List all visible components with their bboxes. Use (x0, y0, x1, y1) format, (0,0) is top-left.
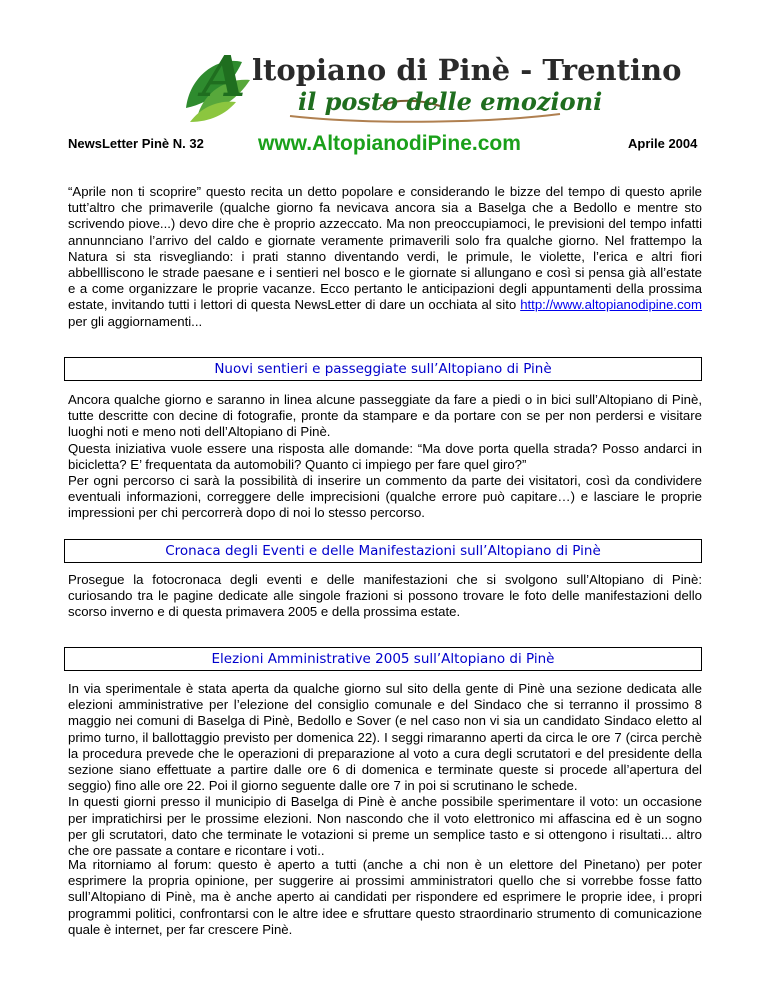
newsletter-header (0, 126, 768, 162)
paragraph: Ma ritorniamo al forum: questo è aperto a tutti (anche a chi non è un elettore del Pinetano) per poter esprimere la propria opinione, per suggerire ai prossimi amministratori quello che si vorrebbe fosse fatto sull’Altopiano di Pinè, ma è anche aperto ai candidati per rispondere ed esprimere le proprie idee, i propri programmi politici, confrontarsi con le altre idee e sfruttare questo straordinario strumento di comunicazione quale è internet, per far crescere Pinè. (68, 857, 702, 937)
website-link[interactable]: www.AltopianodiPine.com (258, 132, 521, 155)
intro-text-end: per gli aggiornamenti... (68, 313, 203, 329)
newsletter-number: NewsLetter Pinè N. 32 (68, 136, 204, 151)
paragraph: Questa iniziativa vuole essere una risposta alle domande: “Ma dove porta quella strada? Posso andarci in bicicletta? E’ frequentata da automobili? Quanto ci impiego per fare quel giro?” (68, 440, 702, 472)
section-title-cronaca: Cronaca degli Eventi e delle Manifestazioni sull’Altopiano di Pinè (64, 539, 702, 563)
paragraph: Prosegue la fotocronaca degli eventi e delle manifestazioni che si svolgono sull’Altopiano di Pinè: curiosando tra le pagine dedicate alle singole frazioni si possono trovare le foto delle manifestazioni dello scorso inverno e di questa primavera 2005 e della prossima estate. (68, 572, 702, 620)
logo-initial: A (202, 44, 246, 110)
intro-text: “Aprile non ti scoprire” questo recita un detto popolare e considerando le bizze del tempo di questo aprile tutt’altro che primaverile (qualche giorno fa nevicava ancora sia a Baselga che a Bedollo e mentre sto scrivendo piove...) devo dire che è proprio azzeccato. Ma non preoccupiamoci, le previsioni del tempo infatti annunnciano l’arrivo del caldo e giornate veramente primaverili solo fra qualche giorno. Nel frattempo la Natura si sta risvegliando: i prati stanno diventando verdi, le primule, le violette, l’erica e altri fiori abbellliscono le strade paesane e i sentieri nel bosco e le giornate si allungano e così si pensa già all’estate e a come organizzare le proprie vacanze. Ecco pertanto le anticipazioni degli appuntamenti della prossima estate, invitando tutti i lettori di questa NewsLetter di dare un occhiata al sito (68, 184, 702, 313)
logo-title: ltopiano di Pinè - Trentino (252, 53, 682, 87)
logo (180, 44, 682, 136)
intro-paragraph (68, 184, 702, 330)
section-body-sentieri (68, 392, 702, 522)
logo-graphic (180, 44, 682, 136)
paragraph: Per ogni percorso ci sarà la possibilità di inserire un commento da parte dei visitatori, così da condividere eventuali informazioni, correggere delle imprecisioni (qualche errore può capitare…) e lasciare le proprie impressioni per chi percorrerà dopo di noi lo stesso percorso. (68, 473, 702, 521)
paragraph: In questi giorni presso il municipio di Baselga di Pinè è anche possibile sperimentare il voto: un occasione per impratichirsi per le prossime elezioni. Non nascondo che il voto elettronico mi affascina ed è un sogno per gli scrutatori, dato che terminate le votazioni si preme un semplice tasto e si ottengono i risultati... altro che ore passate a contare e ricontare i voti.. (68, 794, 702, 859)
paragraph: In via sperimentale è stata aperta da qualche giorno sul sito della gente di Pinè una sezione dedicata alle elezioni amministrative per l’elezione del consiglio comunale e del Sindaco che si terranno il prossimo 8 maggio nei comuni di Baselga di Pinè, Bedollo e Sover (e nel caso non vi sia un candidato Sindaco eletto al primo turno, il ballottaggio previsto per domenica 22). I seggi rimaranno aperti da circa le ore 7 (circa perchè la procedura prevede che le operazioni di preparazione al voto a cura degli scrutatori e del presidente della sezione siano effettuate a partire dalle ore 6 di domenica e terminate queste si procede all’apertura del seggio) fino alle ore 22. Poi il giorno seguente dalle ore 7 in poi si scrutinano le schede. (68, 681, 702, 794)
paragraph: Ancora qualche giorno e saranno in linea alcune passeggiate da fare a piedi o in bici sull’Altopiano di Pinè, tutte descritte con decine di fotografie, pronte da stampare e da portare con se per non perdersi e visitare luoghi noti e meno noti dell’Altopiano di Pinè. (68, 392, 702, 440)
section-body-elezioni (68, 681, 702, 859)
section-title-elezioni: Elezioni Amministrative 2005 sull’Altopiano di Pinè (64, 647, 702, 671)
issue-date: Aprile 2004 (628, 136, 698, 151)
site-link[interactable]: http://www.altopianodipine.com (520, 297, 702, 313)
section-body-forum (68, 857, 702, 938)
logo-tagline: il posto delle emozioni (298, 87, 603, 116)
section-body-cronaca (68, 572, 702, 621)
section-title-sentieri: Nuovi sentieri e passeggiate sull’Altopiano di Pinè (64, 357, 702, 381)
